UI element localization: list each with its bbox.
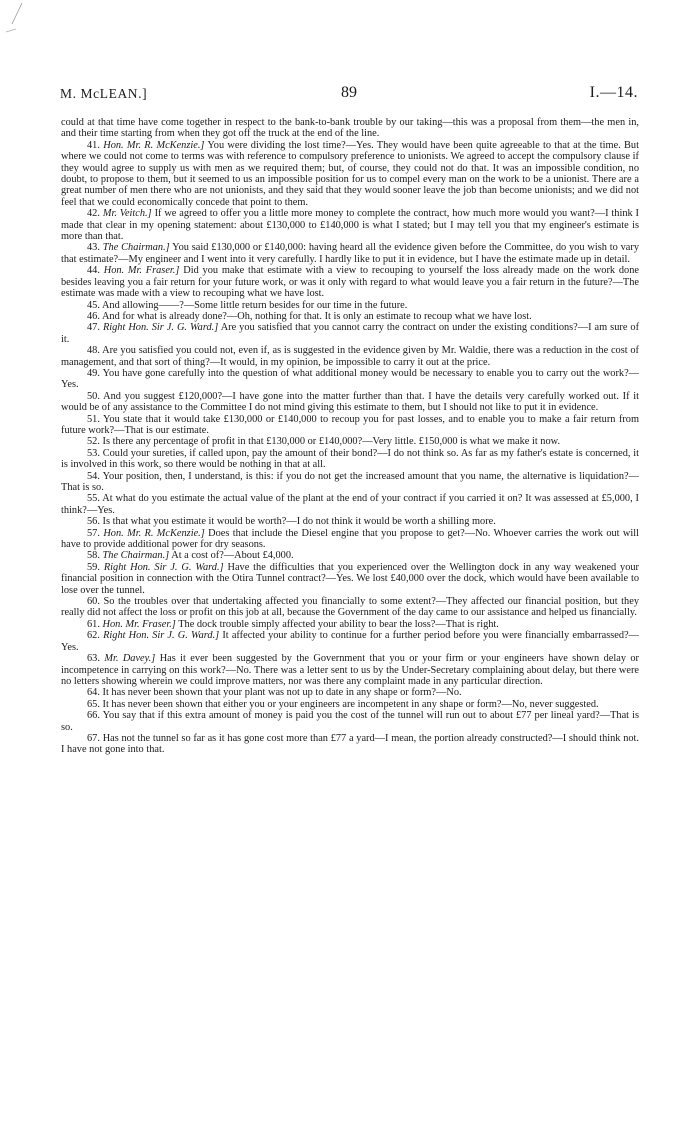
paragraph-text: You say that if this extra amount of money is paid you the cost of the tunnel will run out to about £77 per lineal yard?—That is so.	[61, 710, 639, 733]
question-number: 55.	[87, 493, 100, 505]
speaker: The Chairman.]	[102, 550, 170, 562]
paragraph	[61, 619, 639, 630]
speaker: Hon. Mr. Fraser.]	[102, 618, 176, 630]
paragraph	[61, 345, 639, 368]
question-number: 63.	[87, 653, 100, 665]
question-number: 45.	[87, 299, 100, 311]
paragraph	[61, 630, 639, 653]
paragraph-text: Could your sureties, if called upon, pay the amount of their bond?—I do not think so. As far as my father's estate is concerned, it is involved in this work, so there would be nothing in that at all.	[61, 447, 639, 471]
paragraph	[61, 208, 639, 242]
speaker: Right Hon. Sir J. G. Ward.]	[103, 561, 224, 573]
paragraph	[61, 368, 639, 391]
paragraph-text: Has it ever been suggested by the Government that you or your firm or your engineers have shown delay or incompetence in carrying on this work?—No. There was a letter sent to us by the Under-Secretary complaining about delay, but there were no letters showing wherein we could improve matters, nor was there any complaint made in any particular direction.	[61, 653, 640, 687]
paragraph	[61, 117, 639, 140]
paragraph	[61, 448, 639, 471]
pencil-mark	[4, 2, 30, 36]
paragraph	[61, 265, 639, 299]
paragraph-text: Is that what you estimate it would be worth?—I do not think it would be worth a shilling more.	[102, 516, 496, 528]
question-number: 43.	[87, 242, 100, 254]
speaker: Right Hon. Sir J. G. Ward.]	[102, 322, 219, 334]
paragraph-text: It has never been shown that your plant was not up to date in any shape or form?—No.	[102, 687, 462, 699]
paragraph	[61, 710, 639, 733]
paragraph	[61, 528, 639, 551]
paragraph-text: At what do you estimate the actual value of the plant at the end of your contract if you carried it on? It was assessed at £5,000, I think?—Yes.	[61, 493, 639, 516]
paragraph	[61, 311, 639, 322]
paragraph-text: Did you make that estimate with a view to recouping to yourself the loss already made on the work done besides leaving you a fair return for your future work, or was it only with regard to what would leave you a fair return in the future?—The estimate was made with a view to recouping what we have lost.	[61, 265, 639, 300]
paragraph-text: And for what is already done?—Oh, nothing for that. It is only an estimate to recoup what we have lost.	[101, 310, 532, 322]
document-reference: I.—14.	[589, 84, 638, 101]
question-number: 61.	[87, 618, 100, 630]
paragraph-text: The dock trouble simply affected your ability to bear the loss?—That is right.	[178, 618, 499, 630]
paragraph	[61, 436, 639, 447]
paragraph	[61, 550, 639, 561]
question-number: 42.	[87, 208, 100, 220]
question-number: 41.	[87, 139, 100, 151]
paragraph-text: You state that it would take £130,000 or £140,000 to recoup you for past losses, and to enable you to make a fair return from future work?—That is our estimate.	[61, 413, 639, 436]
paragraph	[61, 300, 639, 311]
paragraph	[61, 699, 639, 710]
speaker: Hon. Mr. R. McKenzie.]	[103, 527, 205, 539]
question-number: 57.	[87, 527, 100, 539]
paragraph	[61, 140, 639, 208]
paragraph	[61, 516, 639, 527]
speaker: The Chairman.]	[102, 242, 170, 254]
speaker: Hon. Mr. Fraser.]	[103, 265, 180, 277]
evidence-text	[61, 117, 639, 756]
page-header	[60, 86, 638, 108]
paragraph-text: You have gone carefully into the question of what additional money would be necessary to enable you to carry out the work?—Yes.	[61, 367, 640, 391]
paragraph	[61, 414, 639, 437]
paragraph-text: Are you satisfied you could not, even if, as is suggested in the evidence given by Mr. Waldie, there was a reduction in the cost of management, and that sort of thing?—It would, in my opinion, be impossible to carry it out at the price.	[61, 345, 640, 368]
paragraph-text: Does that include the Diesel engine that you propose to get?—No. Whoever carries the work out will have to provide additional power for dry seasons.	[61, 527, 639, 551]
paragraph-text: And allowing——?—Some little return besides for our time in the future.	[101, 299, 408, 311]
question-number: 44.	[87, 265, 100, 277]
question-number: 52.	[87, 436, 100, 448]
paragraph-text: It affected your ability to continue for a further period before you were financially embarrassed?—Yes.	[61, 630, 639, 653]
speaker: Hon. Mr. R. McKenzie.]	[103, 139, 205, 151]
paragraph-text: If we agreed to offer you a little more money to complete the contract, how much more would you want?—I think I made that clear in my opening statement: about £130,000 to £140,000 is what I stated; but I may tell you that my engineer's estimate is more than that.	[61, 208, 639, 243]
question-number: 62.	[87, 630, 100, 642]
question-number: 47.	[87, 322, 100, 334]
question-number: 58.	[87, 550, 100, 562]
paragraph	[61, 391, 639, 414]
paragraph	[61, 562, 639, 596]
paragraph	[61, 471, 639, 494]
question-number: 48.	[87, 345, 100, 357]
question-number: 67.	[87, 732, 100, 744]
speaker: Right Hon. Sir J. G. Ward.]	[103, 630, 220, 642]
paragraph-text: You said £130,000 or £140,000: having heard all the evidence given before the Committee, do you wish to vary that estimate?—My engineer and I went into it very carefully. I hardly like to put it in evidence, but I have the estimate made up in detail.	[61, 242, 639, 265]
question-number: 54.	[87, 470, 100, 482]
paragraph-text: Your position, then, I understand, is this: if you do not get the increased amount that you name, the alternative is liquidation?—That is so.	[61, 470, 639, 493]
paragraph-text: So the troubles over that undertaking affected you financially to some extent?—They affected our financial position, but they really did not affect the loss or profit on this job at all, because the Government of the day came to our assistance and helped us financially.	[61, 596, 639, 619]
page-number: 89	[341, 84, 357, 101]
paragraph	[61, 733, 639, 756]
paragraph	[61, 242, 639, 265]
paragraph	[61, 687, 639, 698]
paragraph-text: Have the difficulties that you experienced over the Wellington dock in any way weakened your financial position in connection with the Otira Tunnel contract?—Yes. We lost £40,000 over the dock, which would have been available to lose over the tunnel.	[61, 561, 639, 596]
paragraph-text: It has never been shown that either you or your engineers are incompetent in any shape or form?—No, never suggested.	[102, 698, 599, 710]
paragraph-text: You were dividing the lost time?—Yes. They would have been quite agreeable to that at the time. But where we could not come to terms was with reference to compulsory preference to unionists. We agreed to accept the compulsory clause if they would agree to supply us with men as we required them; but, of course, they could not do that. It was an impossible condition, no doubt, to propose to them, but it seemed to us an impossible position for us to compel every man on the work to be a unionist. There are a great number of men there who are not unionists, and they said that they would sooner leave the job than become unionists; and we did not feel that we could economically concede that point to them.	[61, 139, 639, 208]
paragraph	[61, 322, 639, 345]
question-number: 66.	[87, 710, 100, 722]
paragraph	[61, 596, 639, 619]
paragraph-text: At a cost of?—About £4,000.	[171, 550, 294, 562]
question-number: 59.	[87, 561, 100, 573]
question-number: 46.	[87, 310, 100, 322]
header-witness-name: M. McLEAN.]	[60, 86, 148, 101]
speaker: Mr. Veitch.]	[102, 208, 152, 220]
question-number: 53.	[87, 447, 100, 459]
question-number: 60.	[87, 596, 100, 608]
question-number: 51.	[87, 413, 100, 425]
paragraph-text: could at that time have come together in respect to the bank-to-bank trouble by our taking—this was a proposal from them—the men in, and their time starting from when they got off the truck at the end of the line.	[61, 117, 639, 140]
paragraph-text: Is there any percentage of profit in that £130,000 or £140,000?—Very little. £150,000 is what we make it now.	[102, 436, 561, 448]
speaker: Mr. Davey.]	[104, 653, 156, 665]
paragraph-text: And you suggest £120,000?—I have gone into the matter further than that. I have the details very carefully worked out. If it would be of any assistance to the Committee I do not mind giving this estimate to them, but I should not like to put it in evidence.	[61, 390, 640, 414]
question-number: 64.	[87, 687, 100, 699]
question-number: 65.	[87, 698, 100, 710]
paragraph-text: Has not the tunnel so far as it has gone cost more than £77 a yard—I mean, the portion already constructed?—I should think not. I have not gone into that.	[61, 732, 640, 756]
paragraph	[61, 653, 639, 687]
question-number: 50.	[87, 390, 100, 402]
paragraph	[61, 493, 639, 516]
question-number: 56.	[87, 516, 100, 528]
paragraph-text: Are you satisfied that you cannot carry the contract on under the existing conditions?—I am sure of it.	[61, 322, 640, 345]
question-number: 49.	[87, 367, 100, 379]
